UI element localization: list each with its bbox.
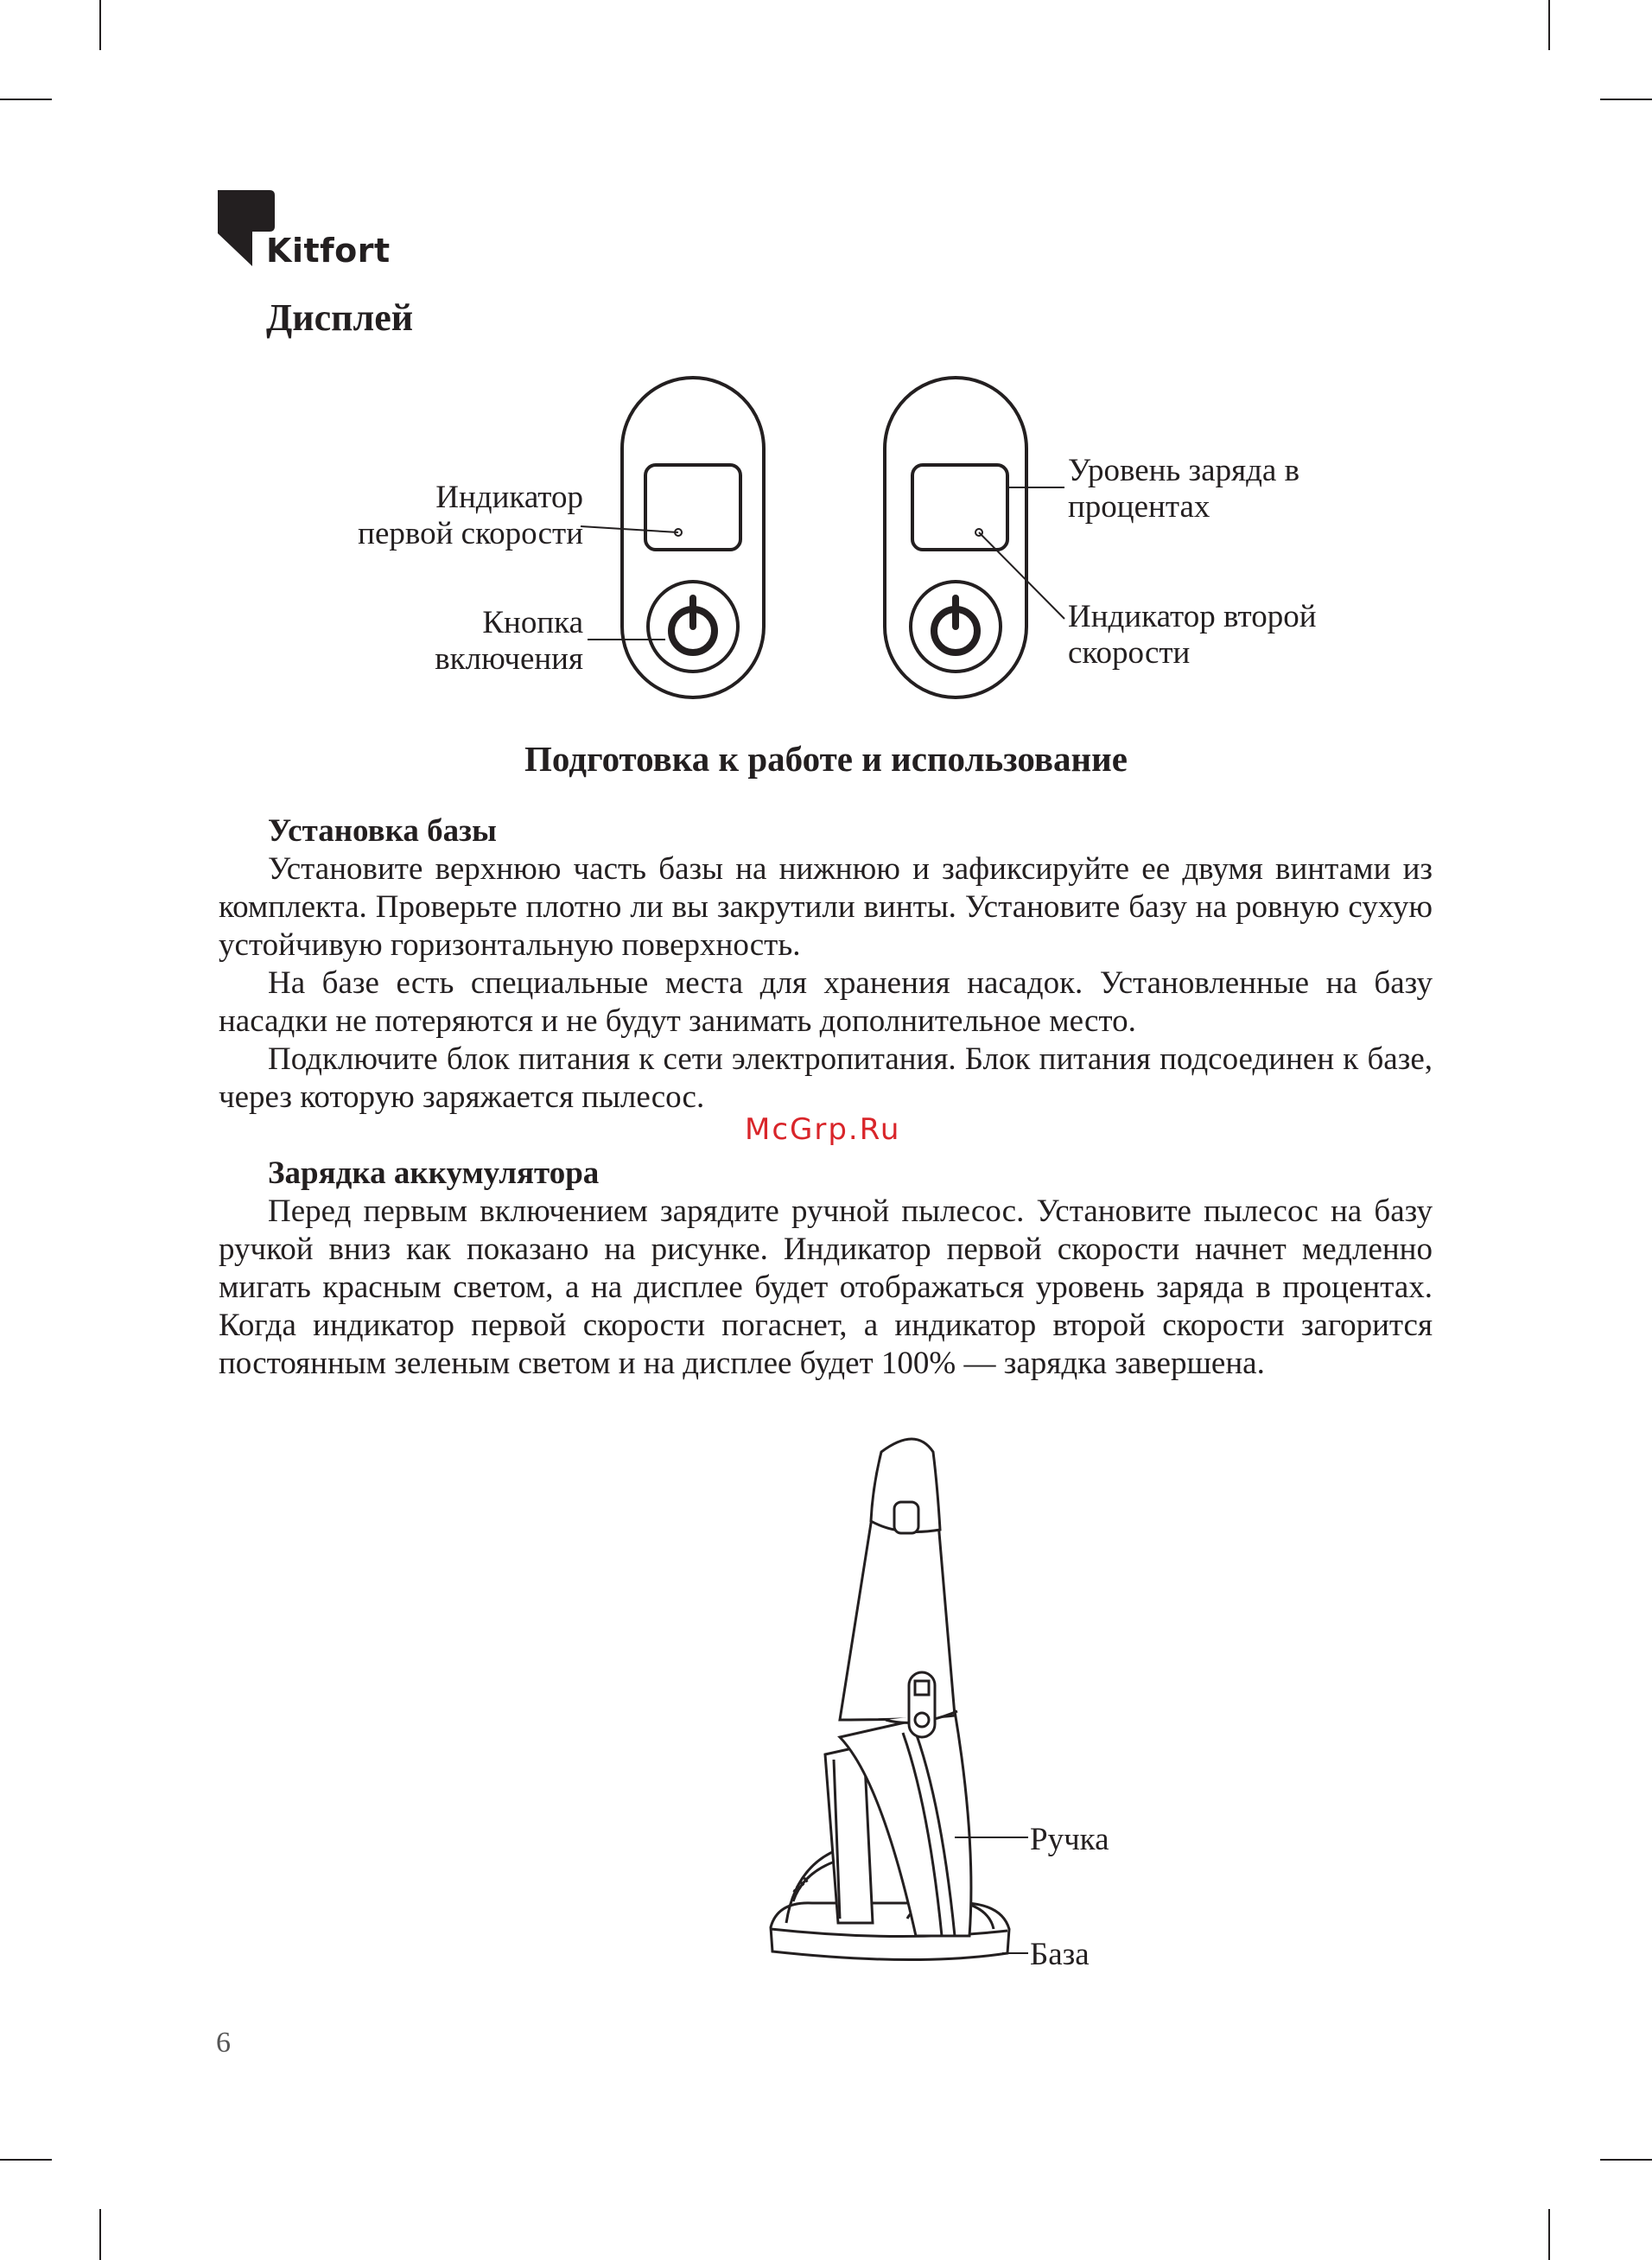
paragraph: Перед первым включением зарядите ручной пылесос. Установите пылесос на базу ручкой вниз как показано на рисунке. Индикатор первой скорости начнет медленно мигать красным светом, а на дисплее будет отображаться уровень заряда в процентах. Когда индикатор первой скорости погаснет, а индикатор второй скорости загорится постоянным зеленым светом и на дисплее будет 100% — зарядка завершена. (219, 1194, 1433, 1381)
vacuum-illustration (743, 1435, 1106, 1988)
body-text (219, 812, 1433, 1383)
label-handle: Ручка (1030, 1822, 1109, 1857)
section-title: Подготовка к работе и использование (524, 739, 1128, 779)
label-charge-level: Уровень заряда в процентах (1068, 453, 1300, 525)
display-panel-left (622, 378, 764, 697)
label-base: База (1030, 1937, 1090, 1972)
subheading-base-setup: Установка базы (268, 813, 497, 849)
crop-mark (0, 2159, 52, 2161)
subheading-battery-charging: Зарядка аккумулятора (268, 1155, 600, 1191)
display-section-title: Дисплей (266, 296, 414, 339)
page-number: 6 (216, 2027, 231, 2059)
label-first-speed-indicator: Индикатор первой скорости (358, 480, 583, 551)
label-power-button: Кнопка включения (435, 605, 583, 677)
watermark: McGrp.Ru (745, 1112, 901, 1147)
crop-mark (1600, 2159, 1652, 2161)
display-panel-right (885, 378, 1026, 697)
paragraph: На базе есть специальные места для хранения насадок. Установленные на базу насадки не потеряются и не будут занимать дополнительное место. (219, 965, 1433, 1039)
crop-mark (99, 2209, 101, 2260)
display-diagram (0, 0, 1652, 717)
paragraph: Установите верхнюю часть базы на нижнюю и зафиксируйте ее двумя винтами из комплекта. Проверьте плотно ли вы закрутили винты. Установите базу на ровную сухую устойчивую горизонтальную поверхность. (219, 851, 1433, 963)
crop-mark (1548, 2209, 1550, 2260)
brand-name: Kitfort (266, 232, 391, 270)
label-second-speed-indicator: Индикатор второй скорости (1068, 599, 1317, 671)
paragraph: Подключите блок питания к сети электропитания. Блок питания подсоединен к базе, через которую заряжается пылесос. (219, 1041, 1433, 1115)
